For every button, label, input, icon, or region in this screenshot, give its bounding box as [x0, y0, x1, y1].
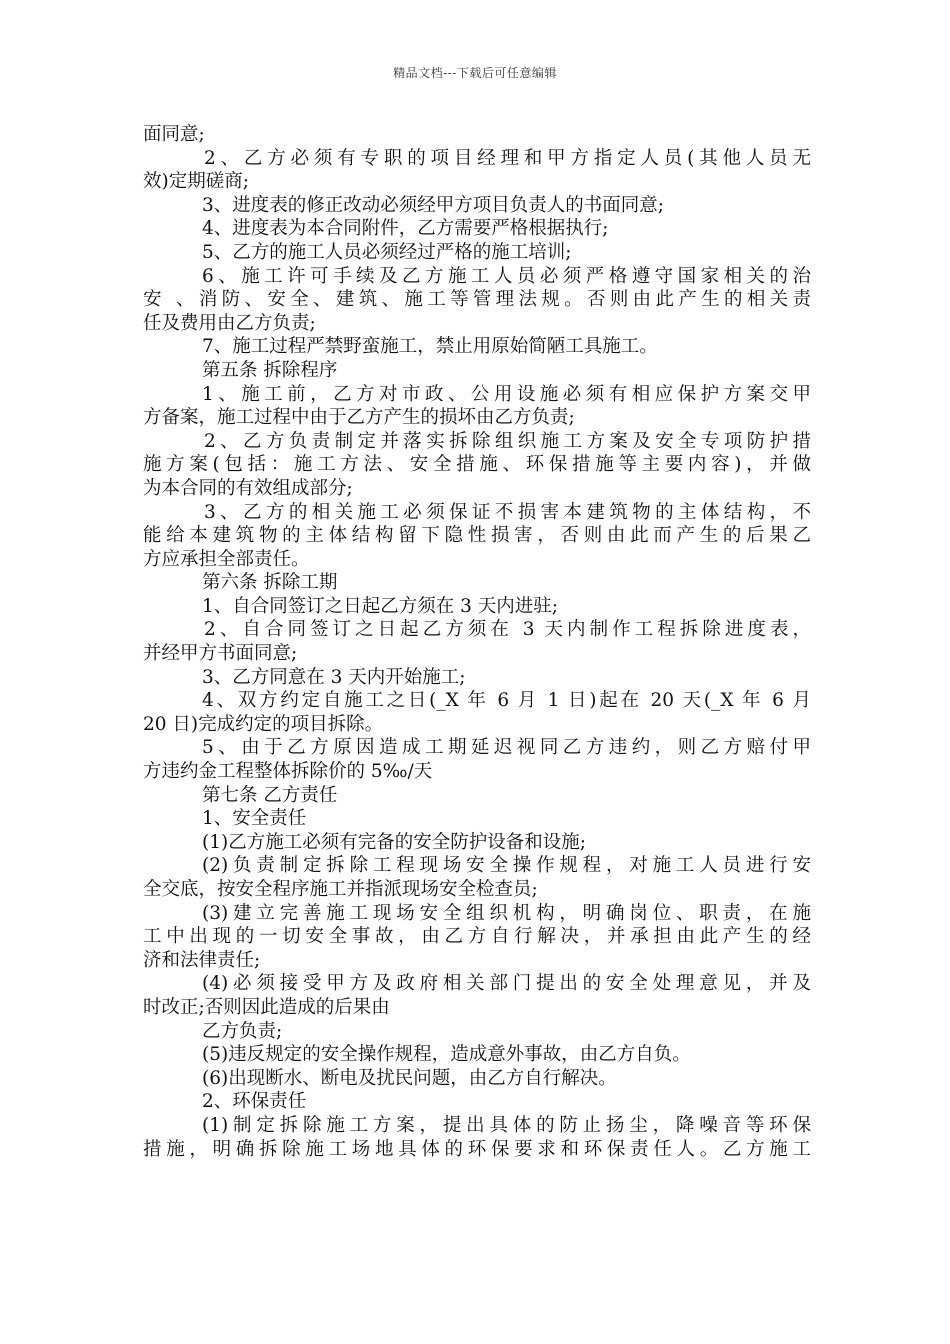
paragraph-line: 安 、消防、安全、建筑、施工等管理法规。否则由此产生的相关责: [143, 289, 811, 311]
paragraph-line: 乙方负责;: [202, 1020, 283, 1042]
paragraph-line: 能给本建筑物的主体结构留下隐性损害，否则由此而产生的后果乙: [143, 525, 811, 547]
paragraph-line: 施方案(包括：施工方法、安全措施、环保措施等主要内容)，并做: [143, 454, 811, 476]
paragraph-line: 3、进度表的修正改动必须经甲方项目负责人的书面同意;: [202, 194, 665, 216]
paragraph-line: 方违约金工程整体拆除价的 5‰/天: [143, 761, 433, 783]
paragraph-line: 20 日)完成约定的项目拆除。: [143, 713, 384, 735]
document-body: [143, 123, 811, 1161]
paragraph-line: 工中出现的一切安全事故，由乙方自行解决，并承担由此产生的经: [143, 926, 811, 948]
paragraph-line: 措施，明确拆除施工场地具体的环保要求和环保责任人。乙方施工: [143, 1138, 811, 1160]
paragraph-line: 任及费用由乙方负责;: [143, 312, 316, 334]
paragraph-line: 方应承担全部责任。: [143, 548, 310, 570]
paragraph-line: 2、乙方必须有专职的项目经理和甲方指定人员(其他人员无: [204, 147, 811, 169]
paragraph-line: 4、进度表为本合同附件，乙方需要严格根据执行;: [202, 218, 609, 240]
paragraph-line: 2、乙方负责制定并落实拆除组织施工方案及安全专项防护措: [204, 430, 811, 452]
page-header: 精品文档---下载后可任意编辑: [393, 66, 557, 80]
paragraph-line: 1、施工前，乙方对市政、公用设施必须有相应保护方案交甲: [202, 383, 811, 405]
paragraph-line: (2)负责制定拆除工程现场安全操作规程，对施工人员进行安: [202, 855, 811, 877]
paragraph-line: 效)定期磋商;: [143, 171, 249, 193]
paragraph-line: 为本合同的有效组成部分;: [143, 477, 353, 499]
paragraph-line: 方备案，施工过程中由于乙方产生的损坏由乙方负责;: [143, 407, 575, 429]
paragraph-line: 第六条 拆除工期: [202, 572, 338, 594]
paragraph-line: 3、乙方的相关施工必须保证不损害本建筑物的主体结构，不: [204, 501, 811, 523]
paragraph-line: 5、由于乙方原因造成工期延迟视同乙方违约，则乙方赔付甲: [202, 737, 811, 759]
paragraph-line: 6、施工许可手续及乙方施工人员必须严格遵守国家相关的治: [202, 265, 811, 287]
paragraph-line: 3、乙方同意在 3 天内开始施工;: [202, 666, 466, 688]
paragraph-line: (6)出现断水、断电及扰民问题，由乙方自行解决。: [202, 1067, 617, 1089]
paragraph-line: (5)违反规定的安全操作规程，造成意外事故，由乙方自负。: [202, 1044, 691, 1066]
paragraph-line: (4)必须接受甲方及政府相关部门提出的安全处理意见，并及: [202, 973, 811, 995]
paragraph-line: 1、自合同签订之日起乙方须在 3 天内进驻;: [202, 595, 559, 617]
paragraph-line: 2、环保责任: [202, 1091, 307, 1113]
paragraph-line: (1)乙方施工必须有完备的安全防护设备和设施;: [202, 831, 586, 853]
paragraph-line: (1)制定拆除施工方案，提出具体的防止扬尘，降噪音等环保: [202, 1114, 811, 1136]
paragraph-line: 4、双方约定自施工之日(_X 年 6 月 1 日)起在 20 天(_X 年 6 月: [202, 690, 811, 712]
paragraph-line: 第七条 乙方责任: [202, 784, 338, 806]
paragraph-line: (3)建立完善施工现场安全组织机构，明确岗位、职责，在施: [202, 902, 811, 924]
paragraph-line: 全交底，按安全程序施工并指派现场安全检查员;: [143, 879, 538, 900]
paragraph-line: 2、自合同签订之日起乙方须在 3 天内制作工程拆除进度表，: [204, 619, 811, 641]
paragraph-line: 济和法律责任;: [143, 949, 261, 971]
paragraph-line: 并经甲方书面同意;: [143, 643, 298, 665]
paragraph-line: 7、施工过程严禁野蛮施工，禁止用原始简陋工具施工。: [202, 336, 658, 358]
paragraph-line: 时改正;否则因此造成的后果由: [143, 996, 390, 1018]
paragraph-line: 面同意;: [143, 124, 205, 145]
paragraph-line: 第五条 拆除程序: [202, 359, 338, 381]
paragraph-line: 1、安全责任: [202, 808, 307, 830]
paragraph-line: 5、乙方的施工人员必须经过严格的施工培训;: [202, 241, 572, 263]
